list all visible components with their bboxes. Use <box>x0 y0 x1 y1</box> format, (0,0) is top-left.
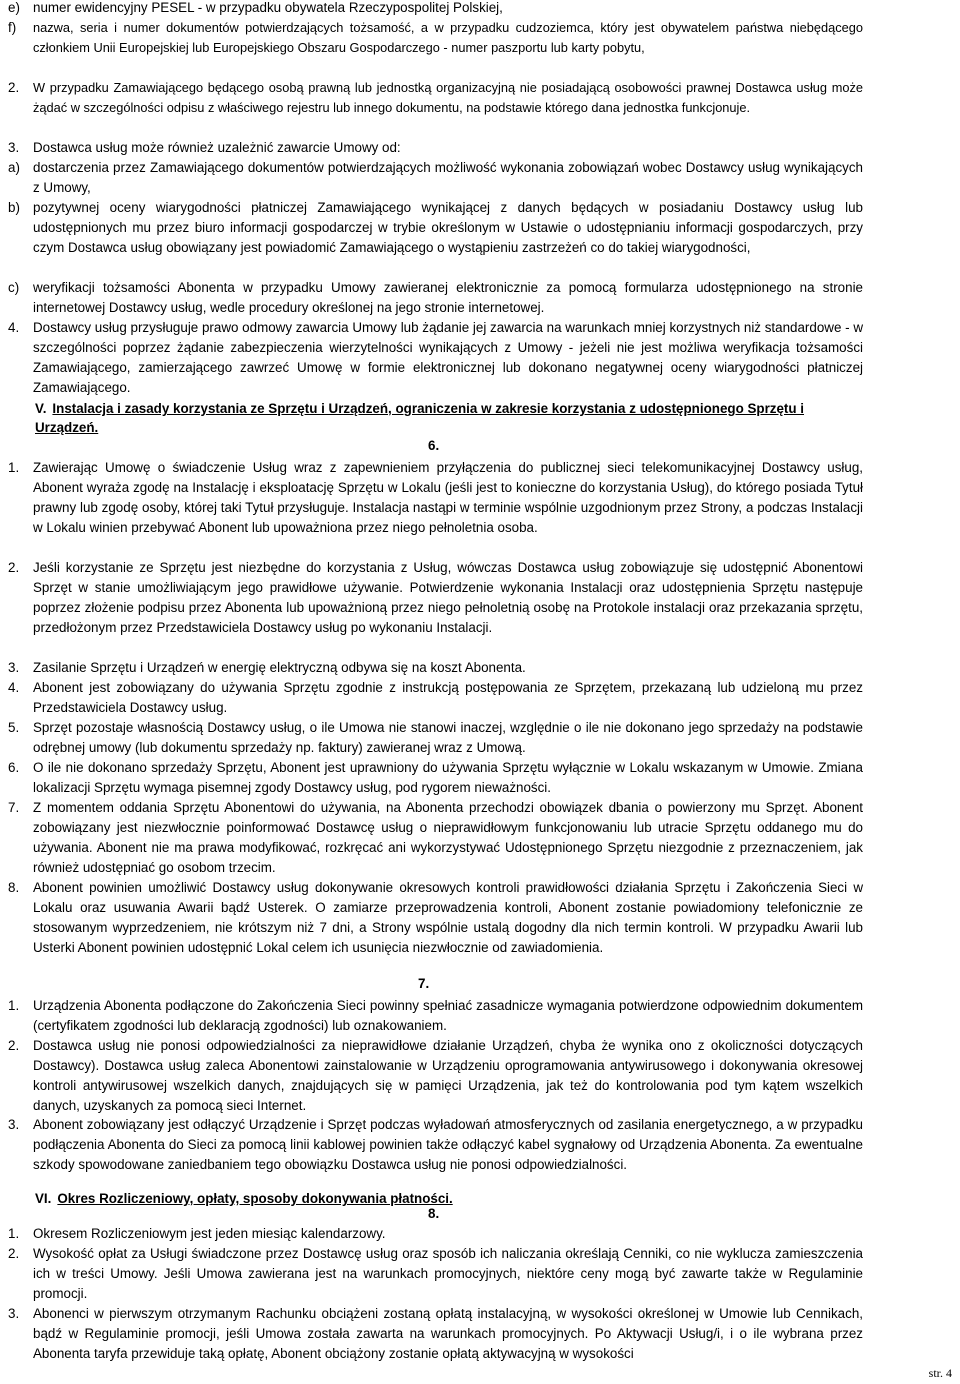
list-item <box>8 1244 863 1304</box>
item-label: 7. <box>8 800 20 815</box>
item-text: W przypadku Zamawiającego będącego osobą prawną lub jednostką organizacyjną nie posiadającą osobowości prawnej Dostawca usług może żądać w szczególności odpisu z właściwego rejestru lub innego dokumentu, na podstawie którego dana jednostka funkcjonuje. <box>33 80 863 115</box>
item-label: a) <box>8 160 20 175</box>
item-label: 4. <box>8 680 20 695</box>
item-label: e) <box>8 0 20 15</box>
list-item <box>8 718 863 758</box>
section-title: Instalacja i zasady korzystania ze Sprzętu i Urządzeń, ograniczenia w zakresie korzystania z udostępnionego Sprzętu i Urządzeń. <box>35 401 805 435</box>
list-item <box>8 198 863 258</box>
item-text: Abonent zobowiązany jest odłączyć Urządzenie i Sprzęt podczas wyładowań atmosferycznych od zasilania energetycznego, a w przypadku podłączenia Abonenta do Sieci za pomocą linii kablowej powinien także odłączyć kabel sygnałowy od Urządzenia Abonenta. Za ewentualne szkody spowodowane zaniedbaniem tego obowiązku Dostawca usług nie ponosi odpowiedzialności. <box>33 1117 863 1172</box>
item-text: Okresem Rozliczeniowym jest jeden miesiąc kalendarzowy. <box>33 1226 386 1241</box>
item-label: 6. <box>8 760 20 775</box>
list-item <box>8 1304 863 1364</box>
item-text: Urządzenia Abonenta podłączone do Zakończenia Sieci powinny spełniać zasadnicze wymagania potwierdzone odpowiednim dokumentem (certyfikatem zgodności lub deklaracją zgodności) lub oznakowaniem. <box>33 998 863 1033</box>
item-label: b) <box>8 200 20 215</box>
item-text: Dostawca usług może również uzależnić zawarcie Umowy od: <box>33 140 401 155</box>
item-text: Abonent jest zobowiązany do używania Sprzętu zgodnie z instrukcją postępowania ze Sprzętem, przekazaną lub udzieloną mu przez Przedstawiciela Dostawcy usług. <box>33 680 863 715</box>
item-text: O ile nie dokonano sprzedaży Sprzętu, Abonent jest uprawniony do używania Sprzętu wyłącznie w Lokalu wskazanym w Umowie. Zmiana lokalizacji Sprzętu wymaga pisemnej zgody Dostawcy usług, pod rygorem nieważności. <box>33 760 863 795</box>
list-item <box>8 878 863 958</box>
item-label: 2. <box>8 1038 20 1053</box>
item-text: Dostawca usług nie ponosi odpowiedzialności za nieprawidłowe działanie Urządzeń, chyba że wynika ono z okoliczności dotyczących Dostawcy). Dostawca usług zaleca Abonentowi zainstalowanie w Urządzeniu oprogramowania antywirusowego i dokonywania okresowej kontroli antywirusowej wszelkich danych, znajdujących się w pamięci Urządzenia, jak też do kontrolowania pod tym kątem wszelkich danych, uzyskanych za pomocą sieci Internet. <box>33 1038 863 1113</box>
item-text: nazwa, seria i numer dokumentów potwierdzających tożsamość, a w przypadku cudzoziemca, który jest obywatelem państwa niebędącego członkiem Unii Europejskiej lub Europejskiego Obszaru Gospodarczego - numer paszportu lub karty pobytu, <box>33 20 863 55</box>
list-item <box>8 996 863 1036</box>
section-title: Okres Rozliczeniowy, opłaty, sposoby dokonywania płatności. <box>57 1191 453 1206</box>
list-item <box>8 318 863 398</box>
item-text: Zasilanie Sprzętu i Urządzeń w energię elektryczną odbywa się na koszt Abonenta. <box>33 660 526 675</box>
item-text: Dostawcy usług przysługuje prawo odmowy zawarcia Umowy lub żądanie jej zawarcia na warunkach mniej korzystnych niż standardowe - w szczególności poprzez żądanie zabezpieczenia wierzytelności wynikających z Umowy - jeżeli nie jest możliwa weryfikacja tożsamości Zamawiającego, zamierzającego zawrzeć Umowę w formie elektronicznej lub dokonano negatywnej oceny wiarygodności płatniczej Zamawiającego. <box>33 320 863 395</box>
item-label: c) <box>8 280 20 295</box>
item-label: 1. <box>8 1226 20 1241</box>
list-item <box>8 458 863 538</box>
section-heading <box>35 1189 865 1208</box>
paragraph-number: 8. <box>428 1206 440 1221</box>
list-item <box>8 798 863 878</box>
item-text: Jeśli korzystanie ze Sprzętu jest niezbędne do korzystania z Usług, wówczas Dostawca usług zobowiązuje się udostępnić Abonentowi Sprzęt w stanie umożliwiającym jego prawidłowe używanie. Potwierdzenie wykonania Instalacji oraz udostępnienia Sprzętu następuje poprzez złożenie podpisu przez Abonenta lub upoważnioną przez niego pełnoletnią osobę na Protokole instalacji oraz przekazania sprzętu, przedłożonym przez Przedstawiciela Dostawcy usług po wykonaniu Instalacji. <box>33 560 863 635</box>
item-text: pozytywnej oceny wiarygodności płatniczej Zamawiającego wynikającej z danych będących w posiadaniu Dostawcy usług lub udostępnionych mu przez biuro informacji gospodarczej w trybie określonym w Ustawie o udostępnianiu informacji gospodarczych, przy czym Dostawca usług obowiązany jest powiadomić Zamawiającego o wystąpieniu zastrzeżeń co do takiej wiarygodności, <box>33 200 863 255</box>
list-item <box>8 678 863 718</box>
list-item <box>8 1115 863 1175</box>
list-item <box>8 278 863 318</box>
paragraph-number: 7. <box>418 976 430 991</box>
item-label: 3. <box>8 1306 20 1321</box>
item-label: 8. <box>8 880 20 895</box>
page-number: str. 4 <box>928 1366 952 1380</box>
item-text: Abonenci w pierwszym otrzymanym Rachunku obciążeni zostaną opłatą instalacyjną, w wysokości określonej w Umowie lub Cennikach, bądź w Regulaminie promocji, jeśli Umowa została zawarta na warunkach promocyjnych. Po Aktywacji Usług/i, i o ile wybrana przez Abonenta taryfa przewiduje taką opłatę, Abonent obciążony zostanie opłatą aktywacyjną w wysokości <box>33 1306 863 1361</box>
list-item <box>8 758 863 798</box>
item-text: weryfikacji tożsamości Abonenta w przypadku Umowy zawieranej elektronicznie za pomocą formularza udostępnionego na stronie internetowej Dostawcy usług, wedle procedury określonej na jego stronie internetowej. <box>33 280 863 315</box>
item-label: 3. <box>8 1117 20 1132</box>
item-label: 1. <box>8 460 20 475</box>
section-roman: VI. <box>35 1191 52 1206</box>
item-label: 3. <box>8 140 20 155</box>
item-text: Sprzęt pozostaje własnością Dostawcy usług, o ile Umowa nie stanowi inaczej, względnie o ile nie dokonano jego sprzedaży na podstawie odrębnej umowy (lub dokumentu sprzedaży np. faktury) zawieranej wraz z Umową. <box>33 720 863 755</box>
item-label: 5. <box>8 720 20 735</box>
item-text: Z momentem oddania Sprzętu Abonentowi do używania, na Abonenta przechodzi obowiązek dbania o powierzony mu Sprzęt. Abonent zobowiązany jest niezwłocznie poinformować Dostawcę usług o nieprawidłowym funkcjonowaniu lub utracie Sprzętu oddanego mu do używania. Abonent nie ma prawa modyfikować, rozkręcać ani wykorzystywać Udostępnionego Sprzętu niezgodnie z przeznaczeniem, jak również udostępniać go osobom trzecim. <box>33 800 863 875</box>
item-text: numer ewidencyjny PESEL - w przypadku obywatela Rzeczypospolitej Polskiej, <box>33 0 503 15</box>
item-label: 1. <box>8 998 20 1013</box>
item-label: 4. <box>8 320 20 335</box>
item-label: f) <box>8 20 17 35</box>
list-item <box>8 0 863 18</box>
item-text: Zawierając Umowę o świadczenie Usług wraz z zapewnieniem przyłączenia do publicznej sieci telekomunikacyjnej Dostawcy usług, Abonent wyraża zgodę na Instalację i eksploatację Sprzętu w Lokalu (jeśli jest to konieczne do korzystania Usług), do którego posiada Tytuł prawny lub zgodę osoby, której taki Tytuł przysługuje. Instalacja nastąpi w terminie wspólnie uzgodnionym przez Strony, a podczas Instalacji w Lokalu winien przebywać Abonent lub upoważniona przez niego pełnoletnia osoba. <box>33 460 863 535</box>
list-item <box>8 78 863 118</box>
list-item <box>8 18 863 58</box>
item-text: Wysokość opłat za Usługi świadczone przez Dostawcę usług oraz sposób ich naliczania określają Cenniki, co nie wyklucza zamieszczenia ich w treści Umowy. Jeśli Umowa zawierana jest na warunkach promocyjnych, niektóre ceny mogą być zawarte także w Regulaminie promocji. <box>33 1246 863 1301</box>
list-item <box>8 558 863 638</box>
item-text: Abonent powinien umożliwić Dostawcy usług dokonywanie okresowych kontroli prawidłowości działania Sprzętu i Zakończenia Sieci w Lokalu oraz usuwania Awarii bądź Usterek. O zamiarze przeprowadzenia kontroli, Abonent zostanie powiadomiony telefonicznie ze stosowanym wyprzedzeniem, nie krótszym niż 7 dni, a Strony wspólnie ustalą dogodny dla nich termin kontroli. W przypadku Awarii lub Usterki Abonent powinien udostępnić Lokal celem ich usunięcia niezwłocznie od zawiadomienia. <box>33 880 863 955</box>
list-item <box>8 658 863 678</box>
list-item <box>8 1036 863 1116</box>
item-label: 2. <box>8 560 20 575</box>
item-text: dostarczenia przez Zamawiającego dokumentów potwierdzających możliwość wykonania zobowiązań wobec Dostawcy usług wynikających z Umowy, <box>33 160 863 195</box>
item-label: 3. <box>8 660 20 675</box>
section-heading <box>35 399 865 437</box>
list-item <box>8 158 863 198</box>
section-roman: V. <box>35 401 47 416</box>
list-item <box>8 138 863 158</box>
paragraph-number: 6. <box>428 438 440 453</box>
list-item <box>8 1224 863 1244</box>
item-label: 2. <box>8 80 20 95</box>
item-label: 2. <box>8 1246 20 1261</box>
